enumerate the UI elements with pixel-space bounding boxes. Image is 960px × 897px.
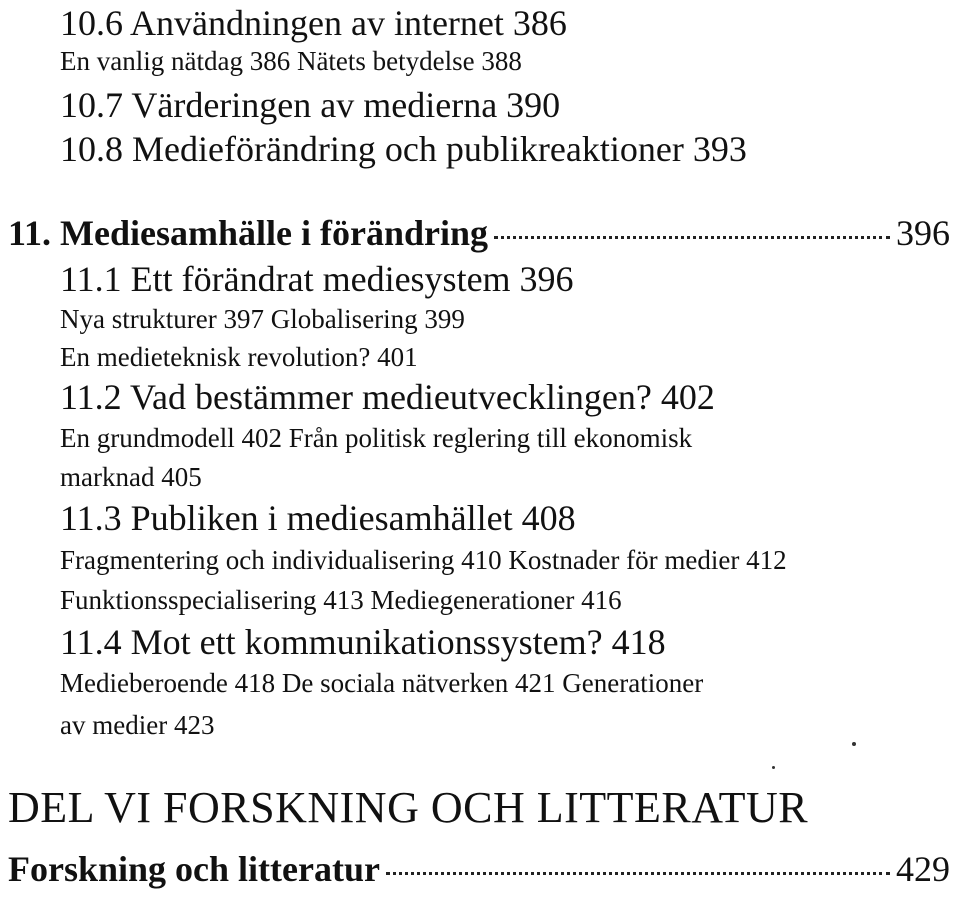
toc-subentries-11-3-a: Fragmentering och individualisering 410 Kostnader för medier 412 bbox=[60, 545, 787, 575]
stray-mark bbox=[772, 766, 775, 769]
chapter-11-page: 396 bbox=[896, 213, 950, 253]
toc-subentries-10-6: En vanlig nätdag 386 Nätets betydelse 388 bbox=[60, 46, 522, 76]
toc-entry-11-3: 11.3 Publiken i mediesamhället 408 bbox=[60, 498, 576, 538]
toc-entry-11-1: 11.1 Ett förändrat mediesystem 396 bbox=[60, 259, 574, 299]
toc-subentries-11-2-b: marknad 405 bbox=[60, 462, 202, 492]
dot-leader bbox=[386, 872, 890, 875]
toc-subentries-11-1-a: Nya strukturer 397 Globalisering 399 bbox=[60, 304, 465, 334]
toc-subentries-11-4-a: Medieberoende 418 De sociala nätverken 421 Generationer bbox=[60, 668, 704, 698]
dot-leader bbox=[494, 236, 890, 239]
toc-research-literature bbox=[8, 848, 950, 890]
toc-entry-11-4: 11.4 Mot ett kommunikationssystem? 418 bbox=[60, 622, 666, 662]
toc-subentries-11-3-b: Funktionsspecialisering 413 Mediegenerationer 416 bbox=[60, 585, 622, 615]
chapter-11-title: 11. Mediesamhälle i förändring bbox=[8, 213, 488, 253]
toc-subentries-11-2-a: En grundmodell 402 Från politisk reglering till ekonomisk bbox=[60, 423, 693, 453]
toc-chapter-11 bbox=[8, 212, 950, 254]
part-heading: DEL VI FORSKNING OCH LITTERATUR bbox=[8, 783, 809, 832]
toc-entry-11-2: 11.2 Vad bestämmer medieutvecklingen? 402 bbox=[60, 377, 715, 417]
toc-subentries-11-1-b: En medieteknisk revolution? 401 bbox=[60, 342, 418, 372]
research-page: 429 bbox=[896, 849, 950, 889]
toc-entry-10-8: 10.8 Medieförändring och publikreaktioner 393 bbox=[60, 129, 747, 169]
toc-entry-10-6: 10.6 Användningen av internet 386 bbox=[60, 3, 567, 43]
stray-mark bbox=[852, 742, 856, 746]
toc-subentries-11-4-b: av medier 423 bbox=[60, 710, 215, 740]
research-title: Forskning och litteratur bbox=[8, 849, 380, 889]
toc-entry-10-7: 10.7 Värderingen av medierna 390 bbox=[60, 85, 561, 125]
